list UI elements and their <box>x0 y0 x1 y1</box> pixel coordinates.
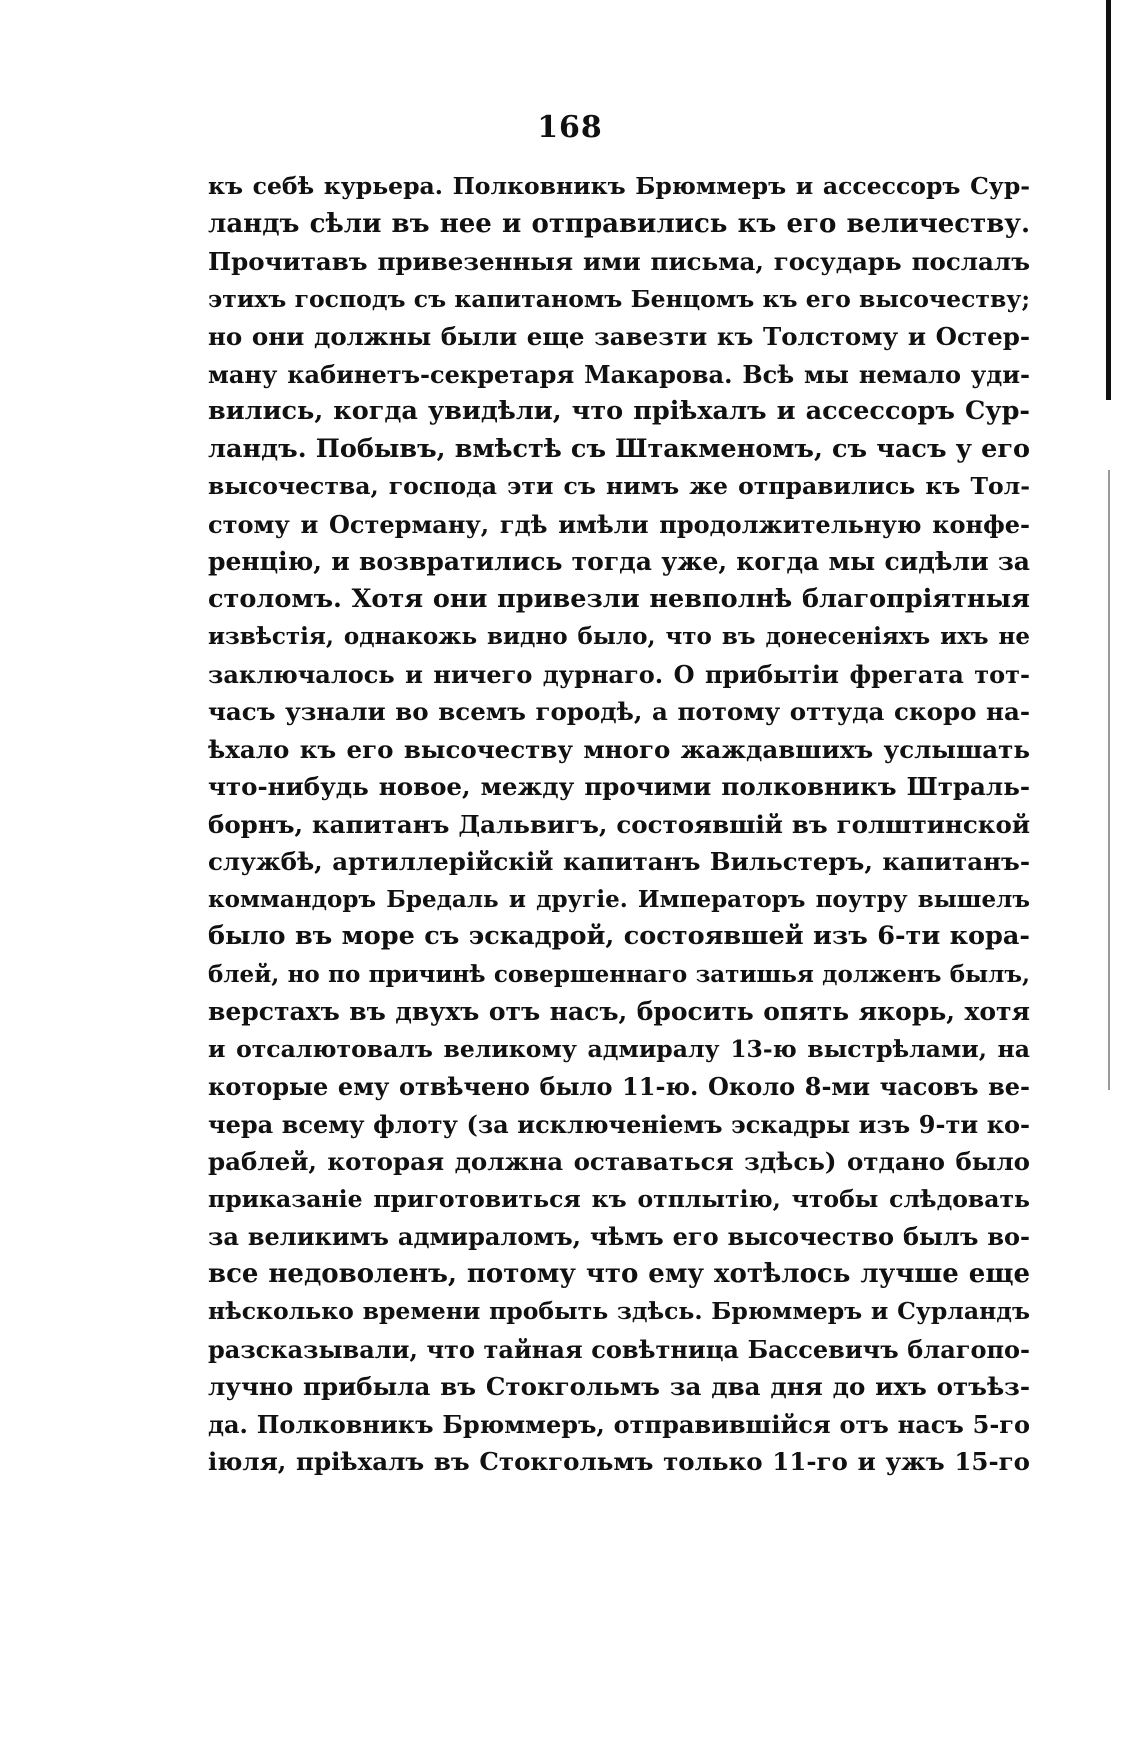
text-line: ѣхало къ его высочеству много жаждавшихъ услышать <box>208 734 1030 764</box>
text-line: приказаніе приготовиться къ отплытію, чтобы слѣдовать <box>208 1184 1030 1213</box>
text-line: блей, но по причинѣ совершеннаго затишья долженъ былъ, <box>208 960 1030 988</box>
text-line: вились, когда увидѣли, что пріѣхалъ и ассессоръ Сур- <box>208 396 1030 426</box>
text-line: все недоволенъ, потому что ему хотѣлось лучше еще <box>208 1258 1030 1289</box>
text-line: высочества, господа эти съ нимъ же отправились къ Тол- <box>208 472 1030 500</box>
text-line: ландъ. Побывъ, вмѣстѣ съ Штакменомъ, съ часъ у его <box>208 433 1030 464</box>
text-line: но они должны были еще завезти къ Толстому и Остер- <box>208 322 1030 351</box>
text-line: къ себѣ курьера. Полковникъ Брюммеръ и ассессоръ Сур- <box>208 172 1030 200</box>
text-line: извѣстія, однакожь видно было, что въ донесеніяхъ ихъ не <box>208 623 1030 650</box>
text-line: было въ море съ эскадрой, состоявшей изъ 6-ти кора- <box>208 921 1030 951</box>
body-text <box>208 168 1030 1481</box>
text-line: что-нибудь новое, между прочими полковникъ Штраль- <box>208 772 1030 801</box>
text-line: ренцію, и возвратились тогда уже, когда мы сидѣли за <box>208 547 1030 576</box>
text-line: ландъ сѣли въ нее и отправились къ его величеству. <box>208 208 1030 239</box>
text-line: за великимъ адмираломъ, чѣмъ его высочество былъ во- <box>208 1222 1030 1251</box>
text-line: заключалось и ничего дурнаго. О прибытіи фрегата тот- <box>208 659 1030 689</box>
text-line: Прочитавъ привезенныя ими письма, государь послалъ <box>208 247 1030 276</box>
text-line: раблей, которая должна оставаться здѣсь) отдано было <box>208 1147 1030 1176</box>
text-line: стому и Остерману, гдѣ имѣли продолжительную конфе- <box>208 509 1030 539</box>
text-line: часъ узнали во всемъ городѣ, а потому оттуда скоро на- <box>208 697 1030 726</box>
page-number: 168 <box>537 110 603 145</box>
text-line: разсказывали, что тайная совѣтница Бассевичъ благопо- <box>208 1334 1030 1364</box>
scan-edge-line <box>1108 470 1110 1090</box>
text-line: коммандоръ Бредаль и другіе. Императоръ поутру вышелъ <box>208 885 1030 913</box>
text-line: и отсалютовалъ великому адмиралу 13-ю выстрѣлами, на <box>208 1034 1030 1063</box>
text-line: лучно прибыла въ Стокгольмъ за два дня до ихъ отъѣз- <box>208 1372 1030 1401</box>
scan-edge-shadow <box>1106 0 1111 400</box>
text-line: нѣсколько времени пробыть здѣсь. Брюммеръ и Сурландъ <box>208 1297 1030 1325</box>
text-line: верстахъ въ двухъ отъ насъ, бросить опять якорь, хотя <box>208 997 1030 1026</box>
text-line: столомъ. Хотя они привезли невполнѣ благопріятныя <box>208 583 1030 614</box>
text-line: да. Полковникъ Брюммеръ, отправившійся отъ насъ 5-го <box>208 1409 1030 1439</box>
text-line: которые ему отвѣчено было 11-ю. Около 8-ми часовъ ве- <box>208 1072 1030 1101</box>
text-line: борнъ, капитанъ Дальвигъ, состоявшій въ голштинской <box>208 809 1030 839</box>
text-line: іюля, пріѣхалъ въ Стокгольмъ только 11-го и ужъ 15-го <box>208 1447 1030 1476</box>
text-line: ману кабинетъ-секретаря Макарова. Всѣ мы немало уди- <box>208 359 1030 389</box>
text-line: службѣ, артиллерійскій капитанъ Вильстеръ, капитанъ- <box>208 847 1030 876</box>
text-line: чера всему флоту (за исключеніемъ эскадры изъ 9-ти ко- <box>208 1109 1030 1139</box>
text-line: этихъ господъ съ капитаномъ Бенцомъ къ его высочеству; <box>208 284 1030 313</box>
